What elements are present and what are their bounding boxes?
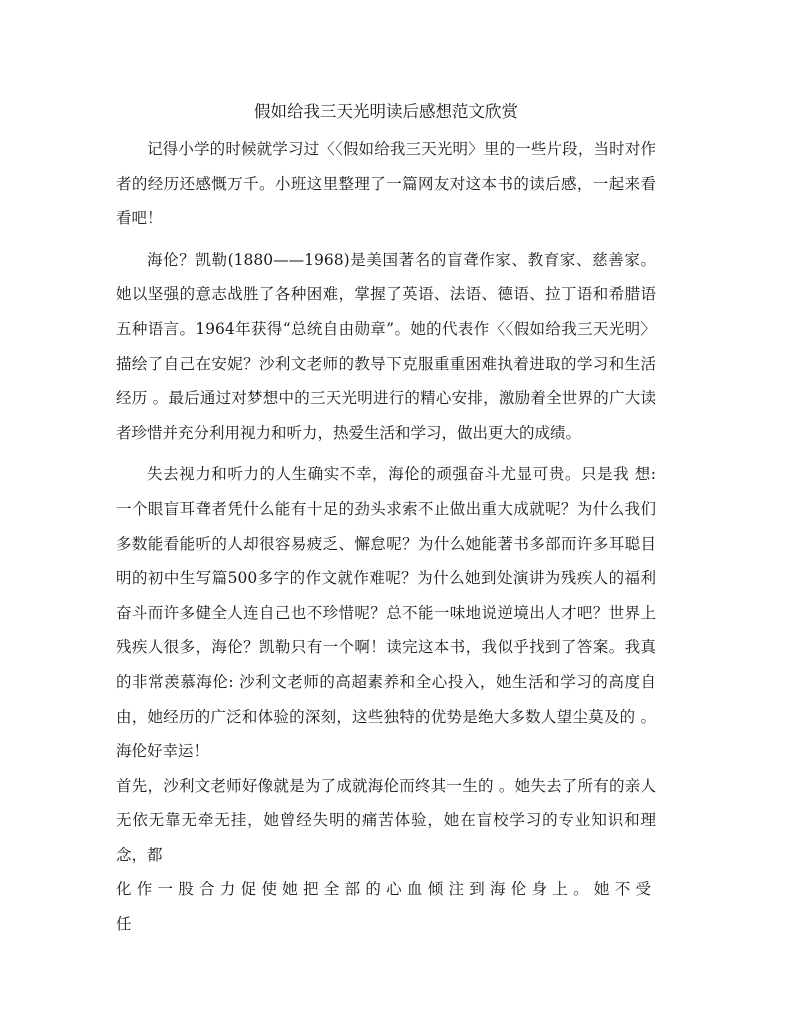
document-title: 假如给我三天光明读后感想范文欣赏	[254, 102, 518, 121]
paragraph-first-point: 首先，沙利文老师好像就是为了成就海伦而终其一生的 。她失去了所有的亲人无依无靠无牵无挂，她曾经失明的痛苦体验，她在盲校学习的专业知识和理念，都	[116, 776, 656, 864]
paragraph-reflection: 失去视力和听力的人生确实不幸，海伦的顽强奋斗尤显可贵。只是我 想: 一个眼盲耳聋者凭什么能有十足的劲头求索不止做出重大成就呢？为什么我们多数能看能听的人却很容易疲乏、懈怠呢？为什么她能著书多部而许多耳聪目明的初中生写篇500多字的作文就作难呢？为什么她到处演讲为残疾人的福利奋斗而许多健全人连自己也不珍惜呢？总不能一味地说逆境出人才吧？世界上残疾人很多，海伦？凯勒只有一个啊！读完这本书，我似乎找到了答案。我真的非常羡慕海伦: 沙利文老师的高超素养和全心投入，她生活和学习的高度自由，她经历的广泛和体验的深刻，这些独特的优势是绝大多数人望尘莫及的 。海伦好幸运！	[116, 465, 656, 761]
spaced-text-line: 化作一股合力促使她把全部的心血倾注到海伦身上。她不受任	[116, 880, 656, 934]
document-page	[116, 100, 656, 942]
paragraph-intro: 记得小学的时候就学习过〈〈假如给我三天光明〉里的一些片段，当时对作者的经历还感慨万千。小班这里整理了一篇网友对这本书的读后感，一起来看看吧！	[116, 140, 656, 228]
paragraph-helen-keller-bio: 海伦？凯勒(1880——1968)是美国著名的盲聋作家、教育家、慈善家。她以坚强的意志战胜了各种困难，掌握了英语、法语、德语、拉丁语和希腊语五种语言。1964年获得“总统自由勋章”。她的代表作〈〈假如给我三天光明〉描绘了自己在安妮？沙利文老师的教导下克服重重困难执着进取的学习和生活经历 。最后通过对梦想中的三天光明进行的精心安排，激励着全世界的广大读者珍惜并充分利用视力和听力，热爱生活和学习，做出更大的成绩。	[116, 250, 656, 442]
paragraph-first-point-continued	[116, 872, 656, 941]
